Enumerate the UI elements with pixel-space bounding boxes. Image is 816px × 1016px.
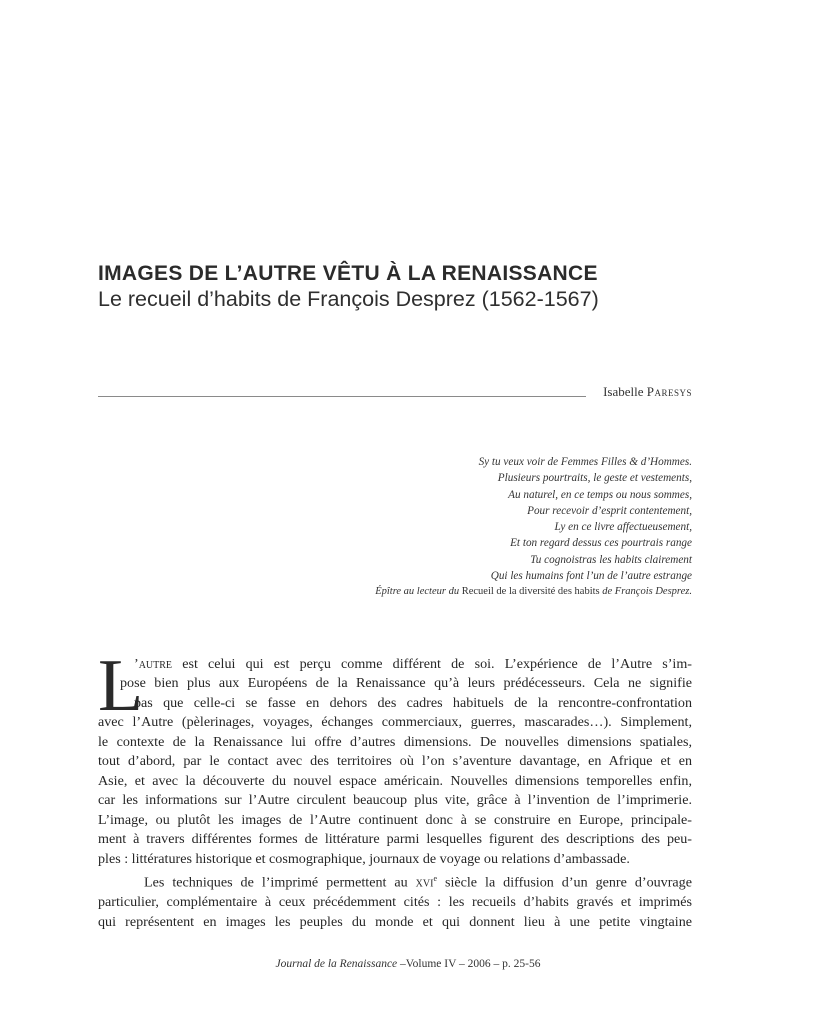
body-line: L’image, ou plutôt les images de l’Autre continuent donc à se construire en Europe, principale- (98, 811, 692, 828)
para2-prefix: Les techniques de l’imprimé permettent au (144, 874, 408, 891)
body-line: pas que celle-ci se fasse en dehors des cadres habituels de la rencontre-confrontation (134, 694, 692, 711)
century: xvi (415, 874, 434, 891)
journal-details: –Volume IV – 2006 – p. 25-56 (400, 958, 541, 970)
article-title: IMAGES DE L’AUTRE VÊTU À LA RENAISSANCE (98, 262, 598, 285)
body-line: avec l’Autre (pèlerinages, voyages, échanges commerciaux, guerres, mascarades…). Simplement, (98, 714, 692, 731)
epigraph-source (375, 586, 692, 597)
body-line: pose bien plus aux Européens de la Renaissance qu’à leurs prédécesseurs. Cela ne signifie (120, 675, 692, 692)
epigraph-line: Qui les humains font l’un de l’autre estrange (490, 570, 692, 583)
epigraph-line: Plusieurs pourtraits, le geste et vestements, (497, 472, 692, 485)
article-subtitle: Le recueil d’habits de François Desprez (1562-1567) (98, 287, 599, 311)
body-text (98, 655, 692, 932)
epigraph-line: Tu cognoistras les habits clairement (530, 553, 692, 566)
body-line: qui représentent en images les peuples du monde et qui donnent lieu à une petite vingtaine (98, 913, 692, 930)
body-line: tout d’abord, par le contact avec des territoires où l’on s’aventure davantage, en Afrique et en (98, 753, 692, 770)
epigraph (272, 454, 692, 584)
body-line: Asie, et avec la découverte du nouvel espace américain. Nouvelles dimensions temporelles enfin, (98, 772, 692, 789)
body-line: ment à travers différentes formes de littérature parmi lesquelles figurent des descriptions des peu- (98, 831, 692, 848)
epigraph-line: Sy tu veux voir de Femmes Filles & d’Hommes. (478, 456, 692, 468)
body-line: particulier, complémentaire à ceux précédemment cités : les recueils d’habits gravés et imprimés (98, 894, 692, 911)
journal-name: Journal de la Renaissance (275, 958, 398, 970)
page-footer (0, 958, 816, 970)
source-work: Recueil de la diversité des habits (461, 586, 600, 597)
author-last-name: Paresys (646, 384, 692, 399)
body-line (98, 655, 692, 674)
drop-cap: L (98, 645, 144, 727)
body-line-text: est celui qui est perçu comme différent de soi. L’expérience de l’Autre s’im- (182, 656, 692, 672)
epigraph-line: Pour recevoir d’esprit contentement, (527, 504, 692, 517)
body-line: ples : littératures historique et cosmographique, journaux de voyage ou relations d’ambassade. (98, 850, 630, 867)
first-word: ’autre (134, 656, 173, 672)
para2-rest: siècle la diffusion d’un genre d’ouvrage (444, 874, 692, 891)
epigraph-line: Au naturel, en ce temps ou nous sommes, (508, 488, 692, 501)
epigraph-line: Et ton regard dessus ces pourtrais range (510, 537, 692, 550)
century-sup: e (433, 873, 438, 883)
author-divider (98, 396, 586, 397)
body-line: le contexte de la Renaissance lui offre d’autres dimensions. De nouvelles dimensions spatiales, (98, 733, 692, 750)
body-line: car les informations sur l’Autre circulent beaucoup plus vite, grâce à l’invention de l’imprimerie. (98, 792, 692, 809)
epigraph-line: Ly en ce livre affectueusement, (554, 521, 692, 534)
body-line (98, 869, 692, 893)
author-first-name: Isabelle (603, 384, 644, 399)
source-suffix: de François Desprez. (602, 586, 692, 597)
source-prefix: Épître au lecteur du (375, 586, 460, 597)
author-name (603, 384, 692, 400)
